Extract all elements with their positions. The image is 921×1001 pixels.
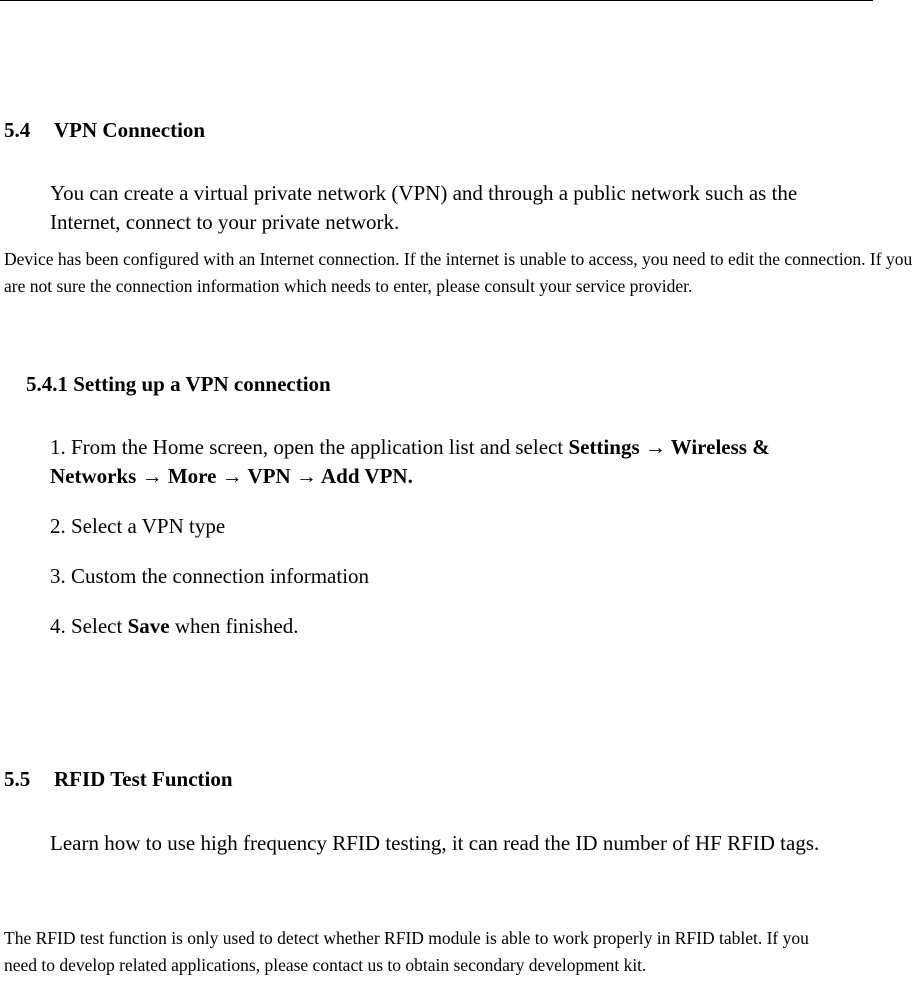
step-4-save-label: Save (127, 614, 170, 638)
step-1 (50, 433, 810, 491)
step-2: 2. Select a VPN type (50, 514, 226, 538)
step-3: 3. Custom the connection information (50, 564, 370, 588)
vpn-note-paragraph: Device has been configured with an Internet connection. If the internet is unable to access, you need to edit the connection. If you are not sure the connection information which needs to enter, please consult your service provider. (4, 249, 913, 296)
section-number: 5.5 (4, 767, 31, 791)
step-1-text: 1. From the Home screen, open the application list and select (50, 435, 569, 459)
subsection-title: Setting up a VPN connection (73, 372, 331, 396)
vpn-intro-paragraph: You can create a virtual private network (VPN) and through a public network such as the Internet, connect to your private network. (50, 181, 798, 234)
rfid-note-paragraph: The RFID test function is only used to detect whether RFID module is able to work properly in RFID tablet. If you need to develop related applications, please contact us to obtain secondary development kit. (4, 928, 809, 975)
step-4-suffix: when finished. (169, 614, 299, 638)
step-4-text: 4. Select (50, 614, 128, 638)
section-heading-vpn (4, 118, 205, 142)
subsection-number: 5.4.1 (26, 372, 68, 396)
step-1-menu-path: Settings → Wireless & Networks → More → VPN → Add VPN. (50, 435, 770, 488)
rfid-intro-paragraph: Learn how to use high frequency RFID testing, it can read the ID number of HF RFID tags. (50, 831, 820, 855)
section-number: 5.4 (4, 118, 31, 142)
section-title: RFID Test Function (54, 767, 233, 791)
section-heading-rfid (4, 767, 233, 791)
subsection-heading-vpn-setup (26, 372, 331, 396)
page-top-rule (0, 0, 873, 1)
step-4 (50, 612, 298, 641)
section-title: VPN Connection (54, 118, 206, 142)
